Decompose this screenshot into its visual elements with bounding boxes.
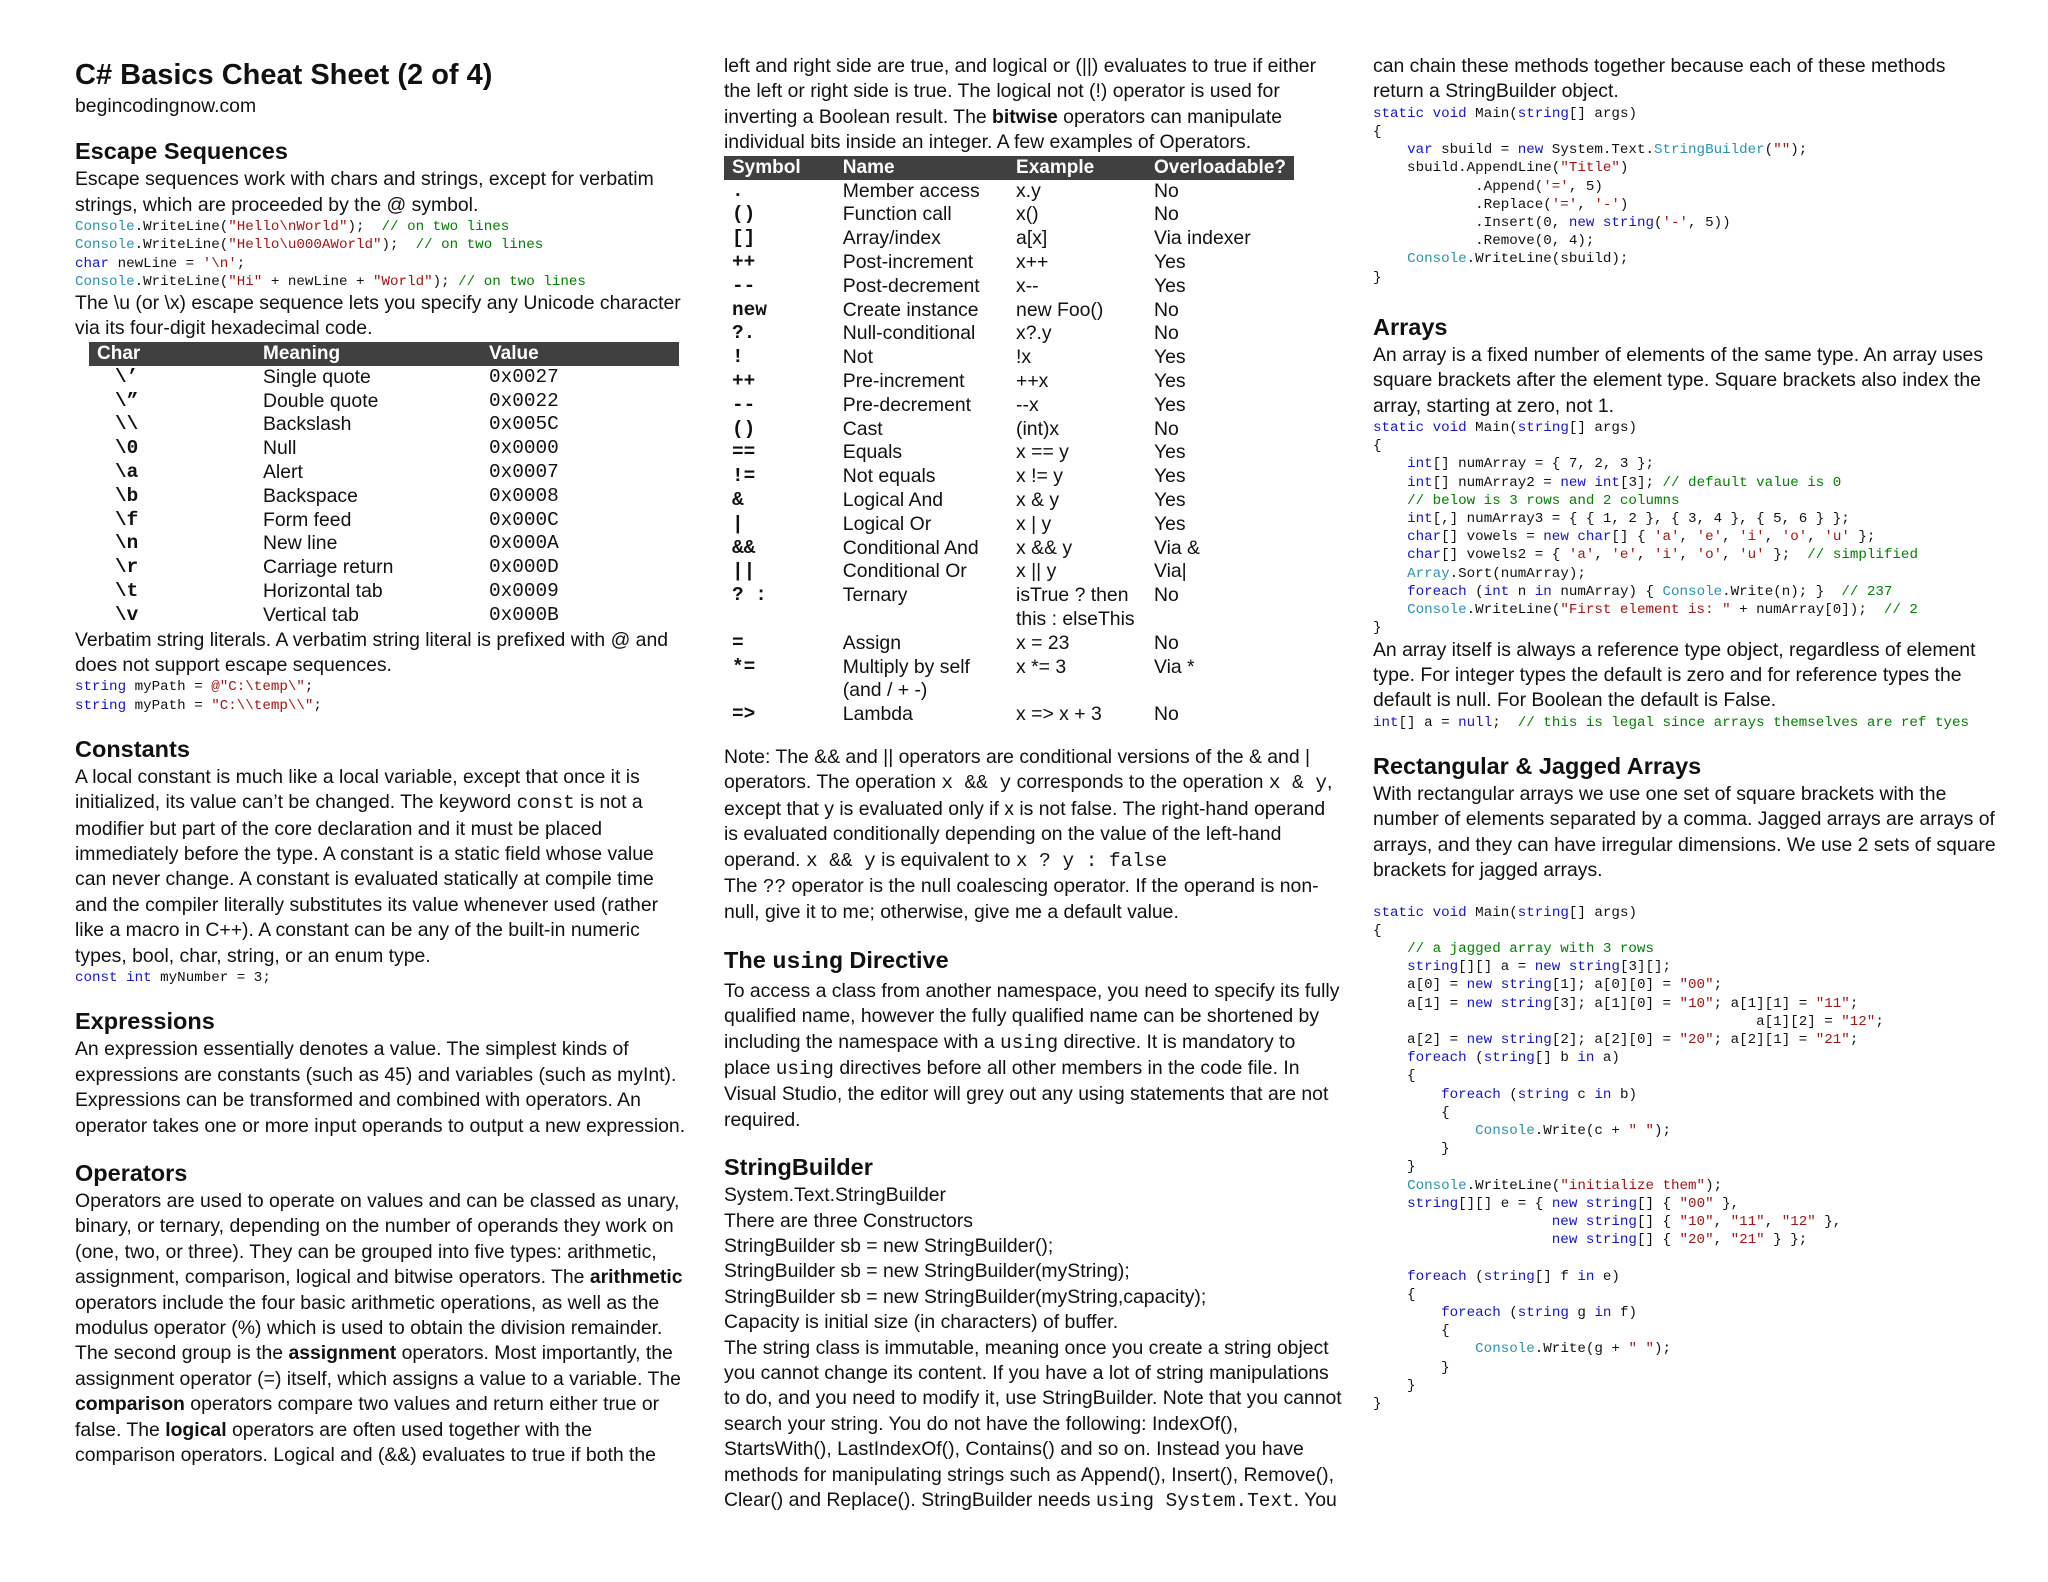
- escape-code: Console.WriteLine("Hello\nWorld"); // on two lines Console.WriteLine("Hello\u000AWorld"); // on two lines char newLine = '\n'; Console.WriteLine("Hi" + newLine + "World"); // on two lines: [75, 219, 586, 290]
- constants-text: A local constant is much like a local variable, except that once it is initialized, its value can’t be changed. The keyword const is not a modifier but part of the core declaration and it must be placed immediately before the type. A constant is a static field whose value can never change. A constant is evaluated statically at compile time and the compiler literally substitutes its value whenever used (rather like a macro in C++). A constant can be any of the built-in numeric types, bool, char, string, or an enum type.: [75, 765, 659, 967]
- table-cell: No: [1154, 179, 1179, 202]
- constants-heading: Constants: [75, 735, 190, 762]
- table-cell: Assign: [842, 631, 901, 654]
- escape-table-row: [89, 485, 679, 509]
- operators-table-row: [724, 703, 1294, 727]
- table-cell: \’: [115, 365, 139, 388]
- table-cell: 0x0000: [489, 437, 559, 460]
- table-cell: Via &: [1154, 536, 1200, 559]
- table-cell: \t: [115, 580, 139, 603]
- table-cell: Function call: [842, 203, 952, 226]
- table-cell: new: [732, 298, 767, 321]
- escape-table-row: [89, 390, 679, 414]
- table-cell: No: [1154, 631, 1179, 654]
- table-cell: --: [732, 393, 756, 416]
- operators-note: [724, 745, 1344, 926]
- operators-table-row: [724, 560, 1294, 584]
- table-cell: Conditional And: [842, 536, 979, 559]
- table-cell: x == y: [1016, 441, 1069, 464]
- section-rectangular-jagged: [1373, 752, 1998, 1413]
- table-cell: Yes: [1154, 488, 1186, 511]
- table-cell: ++x: [1016, 370, 1049, 392]
- col-header: Example: [1008, 156, 1146, 180]
- verbatim-code: string myPath = @"C:\temp\"; string myPath = "C:\\temp\\";: [75, 679, 322, 714]
- table-cell: x?.y: [1016, 322, 1052, 345]
- page-title: C# Basics Cheat Sheet (2 of 4): [75, 59, 493, 91]
- jagged-code: static void Main(string[] args) { // a jagged array with 3 rows string[][] a = new string[3][]; a[0] = new string[1]; a[0][0] = "00"; a[1] = new string[3]; a[1][0] = "10"; a[1][1] = "11"; a[1][2] = "12"; a[2] = new string[2]; a[2][0] = "20"; a[2][1] = "21"; foreach (string[] b in a) { foreach (string c in b) { Console.Write(c + " "); } } Console.WriteLine("initialize them"); string[][] e = { new string[] { "00" }, new string[] { "10", "11", "12" }, new string[] { "20", "21" } }; foreach (string[] f in e) { foreach (string g in f) { Console.Write(g + " "); } } }: [1373, 904, 1884, 1413]
- operators-table-row: [724, 537, 1294, 561]
- column-2: [724, 54, 1344, 1515]
- section-operators: [75, 1159, 690, 1468]
- stringbuilder-line: Capacity is initial size (in characters) of buffer.: [724, 1311, 1119, 1334]
- table-cell: x++: [1016, 251, 1049, 274]
- escape-intro: Escape sequences work with chars and strings, except for verbatim strings, which are proceeded by the @ symbol.: [75, 168, 654, 216]
- table-cell: 0x0027: [489, 365, 559, 388]
- table-cell: Yes: [1154, 370, 1186, 392]
- operators-table-row: [724, 632, 1294, 656]
- table-cell: \f: [115, 508, 139, 531]
- operators-table-row: [724, 203, 1294, 227]
- table-cell: Not equals: [842, 465, 936, 488]
- escape-table-row: [89, 556, 679, 580]
- operators-table-row: [724, 418, 1294, 442]
- constants-code: const int myNumber = 3;: [75, 970, 271, 987]
- table-cell: 0x000C: [489, 508, 559, 531]
- table-cell: No: [1154, 417, 1179, 440]
- table-cell: Logical Or: [842, 512, 932, 535]
- table-cell: \0: [115, 437, 139, 460]
- col-header: Meaning: [255, 342, 481, 366]
- operators-heading: Operators: [75, 1159, 188, 1186]
- table-cell: x & y: [1016, 488, 1060, 511]
- table-cell: &&: [732, 536, 756, 559]
- table-cell: =>: [732, 703, 756, 726]
- arrays-ref-note: An array itself is always a reference type object, regardless of element type. For integer types the default is zero and for reference types the default is null. For Boolean the default is False.: [1373, 638, 1976, 712]
- expressions-text: An expression essentially denotes a value. The simplest kinds of expressions are constants (such as 45) and variables (such as myInt). Expressions can be transformed and combined with operators. An operator takes one or more input operands to output a new expression.: [75, 1038, 686, 1137]
- table-cell: []: [732, 227, 756, 250]
- col-header: Char: [89, 342, 255, 366]
- escape-table-row: [89, 366, 679, 390]
- escape-table-row: [89, 461, 679, 485]
- stringbuilder-line: There are three Constructors: [724, 1209, 973, 1232]
- table-cell: New line: [263, 532, 338, 555]
- table-cell: (int)x: [1016, 417, 1060, 440]
- table-cell: ||: [732, 560, 756, 583]
- table-cell: --: [732, 274, 756, 297]
- operators-table-row: [724, 322, 1294, 346]
- stringbuilder-line: System.Text.StringBuilder: [724, 1184, 946, 1207]
- table-cell: Form feed: [263, 508, 352, 531]
- table-cell: Multiply by self (and / + -): [842, 655, 970, 702]
- table-cell: .: [732, 179, 744, 202]
- table-cell: Yes: [1154, 441, 1186, 464]
- unicode-note: The \u (or \x) escape sequence lets you specify any Unicode character via its four-digit hexadecimal code.: [75, 292, 681, 340]
- escape-table-row: [89, 604, 679, 628]
- escape-table: [89, 342, 679, 628]
- col-header: Overloadable?: [1146, 156, 1294, 180]
- operators-table-row: [724, 394, 1294, 418]
- table-cell: x && y: [1016, 536, 1073, 559]
- operators-table-row: [724, 275, 1294, 299]
- section-constants: [75, 735, 690, 987]
- table-cell: No: [1154, 584, 1179, 607]
- section-stringbuilder: [724, 1153, 1344, 1514]
- table-cell: Not: [842, 346, 873, 369]
- table-cell: Create instance: [842, 298, 979, 321]
- operators-table-header: [724, 156, 1294, 180]
- table-cell: Lambda: [842, 703, 913, 726]
- operators-table-row: [724, 227, 1294, 251]
- table-cell: |: [732, 512, 744, 535]
- table-cell: Backspace: [263, 484, 358, 507]
- table-cell: Post-decrement: [842, 274, 980, 297]
- table-cell: &: [732, 488, 744, 511]
- table-cell: Conditional Or: [842, 560, 967, 583]
- table-cell: Double quote: [263, 389, 379, 412]
- table-cell: Carriage return: [263, 556, 394, 579]
- verbatim-note: Verbatim string literals. A verbatim string literal is prefixed with @ and does not support escape sequences.: [75, 628, 669, 677]
- col-header: Value: [481, 342, 679, 366]
- table-cell: Yes: [1154, 512, 1186, 535]
- table-cell: x != y: [1016, 465, 1063, 488]
- escape-table-row: [89, 509, 679, 533]
- table-cell: Member access: [842, 179, 980, 202]
- table-cell: ++: [732, 370, 756, 392]
- table-cell: (): [732, 417, 756, 440]
- table-cell: Yes: [1154, 251, 1186, 274]
- escape-table-header: [89, 342, 679, 366]
- table-cell: Logical And: [842, 488, 944, 511]
- using-heading: The using Directive: [724, 946, 949, 976]
- operators-continued: left and right side are true, and logical or (||) evaluates to true if either the left or right side is true. The logical not (!) operator is used for inverting a Boolean result. The bitwise operators can manipulate individual bits inside an integer. A few examples of Operators.: [724, 55, 1317, 154]
- table-cell: Single quote: [263, 365, 371, 388]
- expressions-heading: Expressions: [75, 1008, 215, 1035]
- arrays-null-code: int[] a = null; // this is legal since arrays themselves are ref tyes: [1373, 714, 1970, 731]
- table-cell: \v: [115, 603, 139, 626]
- operators-table-row: [724, 441, 1294, 465]
- section-using: [724, 946, 1344, 1133]
- operators-table-row: [724, 513, 1294, 537]
- section-expressions: [75, 1007, 690, 1139]
- escape-table-row: [89, 532, 679, 556]
- table-cell: x.y: [1016, 179, 1041, 202]
- table-cell: Null-conditional: [842, 322, 976, 345]
- table-cell: x => x + 3: [1016, 703, 1102, 726]
- table-cell: x = 23: [1016, 631, 1070, 654]
- escape-table-row: [89, 437, 679, 461]
- table-cell: 0x0022: [489, 389, 559, 412]
- table-cell: \b: [115, 484, 139, 507]
- table-cell: !: [732, 346, 744, 369]
- escape-heading: Escape Sequences: [75, 138, 288, 165]
- operators-table-row: [724, 251, 1294, 275]
- table-cell: Via|: [1154, 560, 1187, 583]
- table-cell: Ternary: [842, 584, 908, 607]
- escape-table-row: [89, 413, 679, 437]
- stringbuilder-heading: StringBuilder: [724, 1154, 873, 1181]
- column-1: [75, 54, 690, 1468]
- operators-table-row: [724, 584, 1294, 632]
- table-cell: \a: [115, 461, 139, 484]
- table-cell: Backslash: [263, 413, 352, 436]
- table-cell: Cast: [842, 417, 883, 440]
- table-cell: Pre-increment: [842, 370, 965, 392]
- site-name: begincodingnow.com: [75, 95, 257, 117]
- table-cell: 0x000D: [489, 556, 559, 579]
- table-cell: Yes: [1154, 465, 1186, 488]
- table-cell: 0x000B: [489, 603, 559, 626]
- column-3: [1373, 54, 1998, 1413]
- table-cell: Alert: [263, 461, 303, 484]
- table-cell: Vertical tab: [263, 603, 359, 626]
- table-cell: new Foo(): [1016, 298, 1104, 321]
- operators-table-row: [724, 370, 1294, 394]
- stringbuilder-line: StringBuilder sb = new StringBuilder(myString,capacity);: [724, 1285, 1207, 1308]
- table-cell: x | y: [1016, 512, 1052, 535]
- table-cell: 0x0007: [489, 461, 559, 484]
- table-cell: Array/index: [842, 227, 941, 250]
- table-cell: ++: [732, 251, 756, 274]
- table-cell: 0x0008: [489, 484, 559, 507]
- section-escape-sequences: [75, 137, 690, 714]
- conditional-note: Note: The && and || operators are conditional versions of the & and | operators. The operation x && y corresponds to the operation x & y, except that y is evaluated only if x is not false. The right-hand operand is evaluated conditionally depending on the value of the left-hand operand. x && y is equivalent to x ? y : false: [724, 745, 1333, 872]
- rect-heading: Rectangular & Jagged Arrays: [1373, 752, 1702, 779]
- rect-intro: With rectangular arrays we use one set of square brackets with the number of elements separated by a comma. Jagged arrays are arrays of arrays, and they can have irregular dimensions. We use 2 sets of square brackets for jagged arrays.: [1373, 782, 1996, 882]
- operators-table-row: [724, 656, 1294, 704]
- table-cell: No: [1154, 203, 1179, 226]
- operators-table: [724, 156, 1294, 727]
- section-arrays: [1373, 313, 1998, 732]
- table-cell: Equals: [842, 441, 903, 464]
- table-cell: No: [1154, 703, 1179, 726]
- table-cell: Null: [263, 437, 297, 460]
- table-cell: Yes: [1154, 274, 1186, 297]
- stringbuilder-code: static void Main(string[] args) { var sbuild = new System.Text.StringBuilder(""); sbuild.AppendLine("Title") .Append('=', 5) .Replace('=', '-') .Insert(0, new string('-', 5)) .Remove(0, 4); Console.WriteLine(sbuild); }: [1373, 105, 1808, 286]
- table-cell: \n: [115, 532, 139, 555]
- table-cell: No: [1154, 322, 1179, 345]
- stringbuilder-line: StringBuilder sb = new StringBuilder(myString);: [724, 1260, 1130, 1283]
- operators-table-row: [724, 346, 1294, 370]
- table-cell: !=: [732, 465, 756, 488]
- table-cell: x *= 3: [1016, 655, 1067, 678]
- table-cell: Yes: [1154, 393, 1186, 416]
- table-cell: x(): [1016, 203, 1039, 226]
- col-header: Symbol: [724, 156, 835, 180]
- table-cell: --x: [1016, 393, 1039, 416]
- null-coalescing-note: The ?? operator is the null coalescing operator. If the operand is non-null, give it to me; otherwise, give me a default value.: [724, 874, 1319, 924]
- arrays-intro: An array is a fixed number of elements of the same type. An array uses square brackets after the element type. Square brackets also index the array, starting at zero, not 1.: [1373, 343, 1984, 417]
- table-cell: Horizontal tab: [263, 580, 383, 603]
- table-cell: 0x0009: [489, 580, 559, 603]
- operators-table-row: [724, 180, 1294, 204]
- operators-table-row: [724, 465, 1294, 489]
- table-cell: 0x000A: [489, 532, 559, 555]
- table-cell: No: [1154, 298, 1179, 321]
- operators-table-row: [724, 489, 1294, 513]
- table-cell: a[x]: [1016, 227, 1048, 250]
- table-cell: (): [732, 203, 756, 226]
- table-cell: isTrue ? then this : elseThis: [1016, 584, 1135, 630]
- table-cell: \”: [115, 389, 139, 412]
- operators-table-row: [724, 299, 1294, 323]
- using-text: To access a class from another namespace, you need to specify its fully qualified name, however the fully qualified name can be shortened by including the namespace with a using directive. It is mandatory to place using directives before all other members in the code file. In Visual Studio, the editor will grey out any using statements that are not required.: [724, 979, 1340, 1131]
- table-cell: Via indexer: [1154, 227, 1251, 250]
- table-cell: x || y: [1016, 560, 1057, 583]
- table-cell: *=: [732, 655, 756, 678]
- operators-text: Operators are used to operate on values and can be classed as unary, binary, or ternary, depending on the number of operands they work on (one, two, or three). They can be grouped into five types: arithmetic, assignment, comparison, logical and bitwise operators. The arithmetic operators include the four basic arithmetic operations, as well as the modulus operator (%) which is used to obtain the division remainder. The second group is the assignment operators. Most importantly, the assignment operator (=) itself, which assigns a value to a variable. The comparison operators compare two values and return either true or false. The logical operators are often used together with the comparison operators. Logical and (&&) evaluates to true if both the: [75, 1189, 683, 1466]
- table-cell: 0x005C: [489, 413, 559, 436]
- table-cell: ?.: [732, 322, 756, 345]
- stringbuilder-line: StringBuilder sb = new StringBuilder();: [724, 1235, 1054, 1258]
- stringbuilder-text: The string class is immutable, meaning once you create a string object you cannot change its content. If you have a lot of string manipulations to do, and you need to modify it, use StringBuilder. Note that you cannot search your string. You do not have the following: IndexOf(), StartsWith(), LastIndexOf(), Contains() and so on. Instead you have methods for manipulating strings such as Append(), Insert(), Remove(), Clear() and Replace(). StringBuilder needs using System.Text. You: [724, 1336, 1342, 1513]
- arrays-code: static void Main(string[] args) { int[] numArray = { 7, 2, 3 }; int[] numArray2 = new int[3]; // default value is 0 // below is 3 rows and 2 columns int[,] numArray3 = { { 1, 2 }, { 3, 4 }, { 5, 6 } }; char[] vowels = new char[] { 'a', 'e', 'i', 'o', 'u' }; char[] vowels2 = { 'a', 'e', 'i', 'o', 'u' }; // simplified Array.Sort(numArray); foreach (int n in numArray) { Console.Write(n); } // 237 Console.WriteLine("First element is: " + numArray[0]); // 2 }: [1373, 420, 1918, 637]
- table-cell: \r: [115, 556, 139, 579]
- escape-table-row: [89, 580, 679, 604]
- table-cell: \\: [115, 413, 139, 436]
- table-cell: Via *: [1154, 655, 1195, 678]
- table-cell: !x: [1016, 346, 1032, 369]
- table-cell: =: [732, 631, 744, 654]
- table-cell: Yes: [1154, 346, 1186, 369]
- arrays-heading: Arrays: [1373, 313, 1448, 340]
- table-cell: ? :: [732, 584, 767, 607]
- stringbuilder-continued: can chain these methods together because each of these methods return a StringBuilder object.: [1373, 55, 1946, 103]
- col-header: Name: [835, 156, 1008, 180]
- table-cell: Post-increment: [842, 251, 974, 274]
- table-cell: ==: [732, 441, 756, 464]
- table-cell: Pre-decrement: [842, 393, 972, 416]
- table-cell: x--: [1016, 274, 1039, 297]
